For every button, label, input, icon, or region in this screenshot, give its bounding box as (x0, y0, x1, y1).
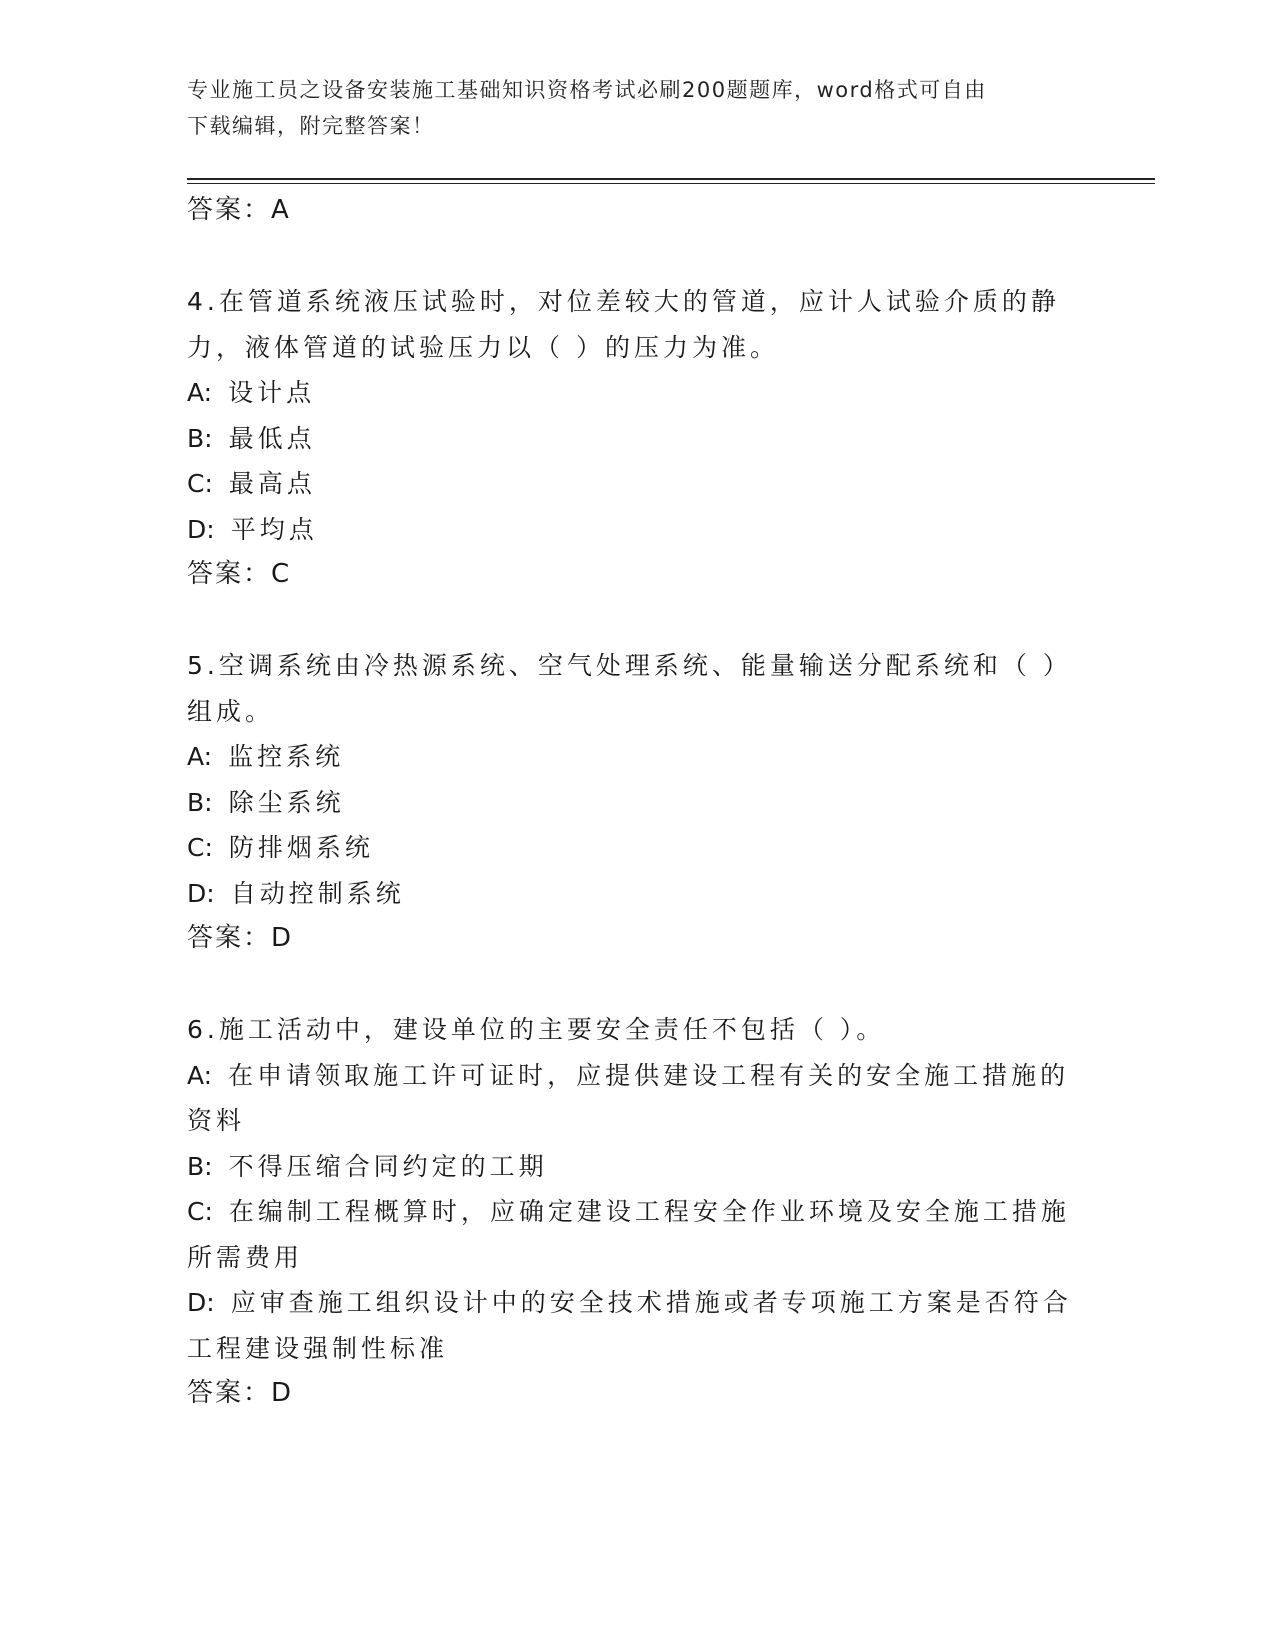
question-stem-line: 组成。 (187, 696, 275, 726)
option-label: A: (187, 742, 213, 771)
spacer (187, 962, 1087, 1008)
previous-answer: 答案：A (187, 195, 291, 225)
option-d-continued: 工程建设强制性标准 (187, 1333, 449, 1363)
header-rule-thick (187, 178, 1155, 180)
option-label: B: (187, 423, 213, 453)
option-text: 自动控制系统 (230, 878, 405, 908)
option-b (187, 416, 1087, 462)
question-stem-line: 6.施工活动中，建设单位的主要安全责任不包括（ ）。 (187, 1015, 886, 1044)
option-text: 设计点 (228, 378, 316, 407)
option-c (187, 461, 1087, 507)
option-a (187, 734, 1087, 780)
option-label: D: (187, 1288, 215, 1317)
option-text: 应审查施工组织设计中的安全技术措施或者专项施工方案是否符合 (230, 1288, 1072, 1317)
spacer (187, 234, 1087, 280)
option-d (187, 871, 1087, 917)
option-text: 平均点 (230, 514, 318, 544)
header-title-line-2: 下载编辑，附完整答案！ (187, 114, 435, 138)
question-block (187, 279, 1087, 598)
option-text: 最高点 (228, 469, 316, 498)
option-a (187, 370, 1087, 416)
option-c-continued: 所需费用 (187, 1242, 304, 1272)
option-b (187, 780, 1087, 826)
option-label: C: (187, 469, 213, 498)
question-answer: 答案：C (187, 559, 292, 589)
option-label: B: (187, 1151, 213, 1181)
question-block (187, 1007, 1087, 1417)
option-label: B: (187, 787, 213, 817)
option-c (187, 825, 1087, 871)
option-text: 监控系统 (228, 742, 345, 771)
option-label: C: (187, 1197, 213, 1226)
option-a (187, 1053, 1087, 1099)
question-block (187, 643, 1087, 962)
option-a-continued: 资料 (187, 1106, 246, 1135)
option-text: 不得压缩合同约定的工期 (228, 1151, 548, 1181)
question-answer: 答案：D (187, 923, 294, 953)
option-text: 在申请领取施工许可证时，应提供建设工程有关的安全施工措施的 (228, 1060, 1070, 1090)
question-answer: 答案：D (187, 1378, 294, 1408)
option-text: 最低点 (228, 423, 316, 453)
question-list (187, 188, 1087, 1417)
header-title-line-1: 专业施工员之设备安装施工基础知识资格考试必刷200题题库，word格式可自由 (187, 78, 987, 102)
option-text: 除尘系统 (228, 787, 345, 817)
question-stem-line: 5.空调系统由冷热源系统、空气处理系统、能量输送分配系统和（ ） (187, 651, 1072, 680)
option-d (187, 1280, 1087, 1326)
option-label: A: (187, 378, 213, 407)
option-text: 在编制工程概算时，应确定建设工程安全作业环境及安全施工措施 (228, 1197, 1070, 1226)
header-rule-thin (187, 183, 1155, 184)
question-stem-line: 力，液体管道的试验压力以（ ）的压力为准。 (187, 332, 779, 362)
document-header (187, 72, 1067, 144)
option-label: A: (187, 1060, 213, 1090)
option-text: 防排烟系统 (228, 833, 374, 862)
option-label: D: (187, 878, 215, 908)
option-c (187, 1189, 1087, 1235)
option-b (187, 1144, 1087, 1190)
option-d (187, 507, 1087, 553)
question-stem-line: 4.在管道系统液压试验时，对位差较大的管道，应计人试验介质的静 (187, 287, 1060, 316)
spacer (187, 598, 1087, 644)
option-label: C: (187, 833, 213, 862)
option-label: D: (187, 514, 215, 544)
